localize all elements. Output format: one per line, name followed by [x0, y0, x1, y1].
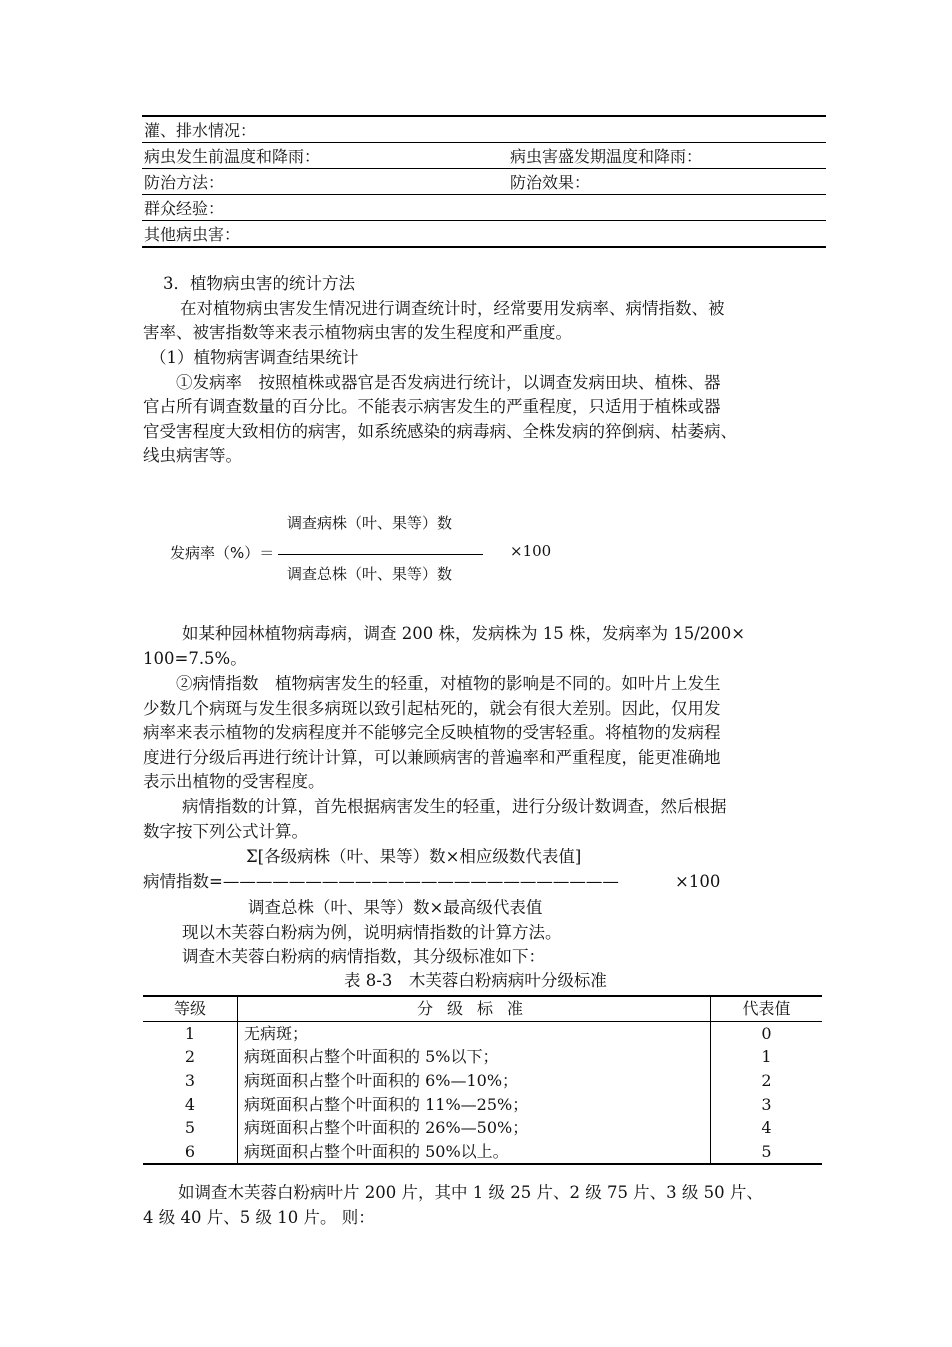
table-row: [143, 1045, 822, 1069]
form-label: 防治方法：: [144, 173, 225, 192]
table-row: [143, 1092, 822, 1116]
cell-grade: 1: [143, 1021, 238, 1045]
incidence-line: 官受害程度大致相仿的病害，如系统感染的病毒病、全株发病的猝倒病、枯萎病、: [143, 422, 737, 441]
intro-line: 在对植物病虫害发生情况进行调查统计时，经常要用发病率、病情指数、被: [180, 299, 725, 318]
index-formula-lhs: 病情指数=————————————————————————: [143, 872, 619, 891]
subsection-heading: （1）植物病害调查结果统计: [150, 348, 359, 367]
cell-standard: 病斑面积占整个叶面积的 5%以下；: [238, 1045, 711, 1069]
intro-line: 害率、被害指数等来表示植物病虫害的发生程度和严重度。: [143, 323, 572, 342]
cell-grade: 4: [143, 1092, 238, 1116]
table-row: [143, 1021, 822, 1045]
cell-standard: 病斑面积占整个叶面积的 11%—25%；: [238, 1092, 711, 1116]
formula-lhs: 发病率（%）＝: [170, 544, 275, 562]
example-line: 如某种园林植物病毒病，调查 200 株，发病株为 15 株，发病率为 15/200×: [182, 624, 746, 643]
section-heading: 3．植物病虫害的统计方法: [163, 274, 355, 293]
calc-line: 病情指数的计算，首先根据病害发生的轻重，进行分级计数调查，然后根据: [182, 797, 727, 816]
index-line: 度进行分级后再进行统计计算，可以兼顾病害的普遍率和严重程度，能更准确地: [143, 748, 721, 767]
header-standard: 分级标准: [238, 996, 711, 1021]
form-label: 防治效果：: [510, 173, 591, 192]
table-row: [143, 1069, 822, 1093]
formula-denominator: 调查总株（叶、果等）数: [287, 565, 453, 583]
index-line: ②病情指数 植物病害发生的轻重，对植物的影响是不同的。如叶片上发生: [176, 674, 721, 693]
header-value: 代表值: [742, 999, 791, 1019]
example-line: 100=7.5%。: [143, 649, 247, 668]
formula-multiplier: ×100: [510, 542, 552, 560]
incidence-line: 线虫病害等。: [143, 446, 242, 465]
form-label: 病虫发生前温度和降雨：: [144, 147, 321, 166]
table-row: [143, 1116, 822, 1140]
table-header-row: [143, 996, 822, 1021]
cell-standard: 无病斑；: [238, 1021, 711, 1045]
incidence-line: 官占所有调查数量的百分比。不能表示病害发生的严重程度，只适用于植株或器: [143, 397, 721, 416]
grading-standard-table: [143, 995, 822, 1165]
index-formula-numerator: Σ[各级病株（叶、果等）数×相应级数代表值]: [246, 847, 582, 866]
form-row: [142, 143, 826, 169]
table-row: [143, 1140, 822, 1165]
incidence-formula: [165, 505, 585, 600]
final-line: 如调查木芙蓉白粉病叶片 200 片，其中 1 级 25 片、2 级 75 片、3 级 50 片、: [178, 1183, 763, 1202]
cell-value: 0: [761, 1023, 772, 1043]
form-label: 病虫害盛发期温度和降雨：: [510, 147, 703, 166]
cell-value: 2: [761, 1071, 772, 1091]
cell-value: 4: [761, 1118, 772, 1138]
cell-standard: 病斑面积占整个叶面积的 6%—10%；: [238, 1069, 711, 1093]
example2-line: 调查木芙蓉白粉病的病情指数，其分级标准如下：: [182, 947, 545, 966]
cell-grade: 6: [143, 1140, 238, 1165]
form-label: 灌、排水情况：: [144, 121, 257, 140]
index-line: 表示出植物的受害程度。: [143, 772, 325, 791]
cell-standard: 病斑面积占整个叶面积的 26%—50%；: [238, 1116, 711, 1140]
cell-grade: 2: [143, 1045, 238, 1069]
form-label: 其他病虫害：: [144, 225, 241, 244]
form-row: [142, 195, 826, 221]
calc-line: 数字按下列公式计算。: [143, 822, 308, 841]
form-row: [142, 169, 826, 195]
fraction-bar: [278, 554, 483, 555]
table-caption: 表 8-3 木芙蓉白粉病病叶分级标准: [344, 971, 607, 990]
cell-value: 1: [761, 1047, 772, 1067]
formula-numerator: 调查病株（叶、果等）数: [287, 514, 453, 532]
cell-grade: 3: [143, 1069, 238, 1093]
cell-value: 3: [761, 1094, 772, 1114]
example2-line: 现以木芙蓉白粉病为例，说明病情指数的计算方法。: [182, 923, 562, 942]
cell-value: 5: [761, 1141, 772, 1161]
index-line: 少数几个病斑与发生很多病斑以致引起枯死的，就会有很大差别。因此，仅用发: [143, 699, 721, 718]
index-formula-multiplier: ×100: [675, 872, 721, 891]
survey-form-table: [142, 115, 826, 248]
final-line: 4 级 40 片、5 级 10 片。 则：: [143, 1208, 375, 1227]
form-row: [142, 221, 826, 248]
form-label: 群众经验：: [144, 199, 225, 218]
form-row: [142, 117, 826, 143]
index-line: 病率来表示植物的发病程度并不能够完全反映植物的受害轻重。将植物的发病程: [143, 723, 721, 742]
index-formula-denominator: 调查总株（叶、果等）数×最高级代表值: [248, 898, 543, 917]
incidence-line: ①发病率 按照植株或器官是否发病进行统计，以调查发病田块、植株、器: [176, 373, 721, 392]
cell-grade: 5: [143, 1116, 238, 1140]
cell-standard: 病斑面积占整个叶面积的 50%以上。: [238, 1140, 711, 1165]
header-grade: 等级: [143, 996, 238, 1021]
